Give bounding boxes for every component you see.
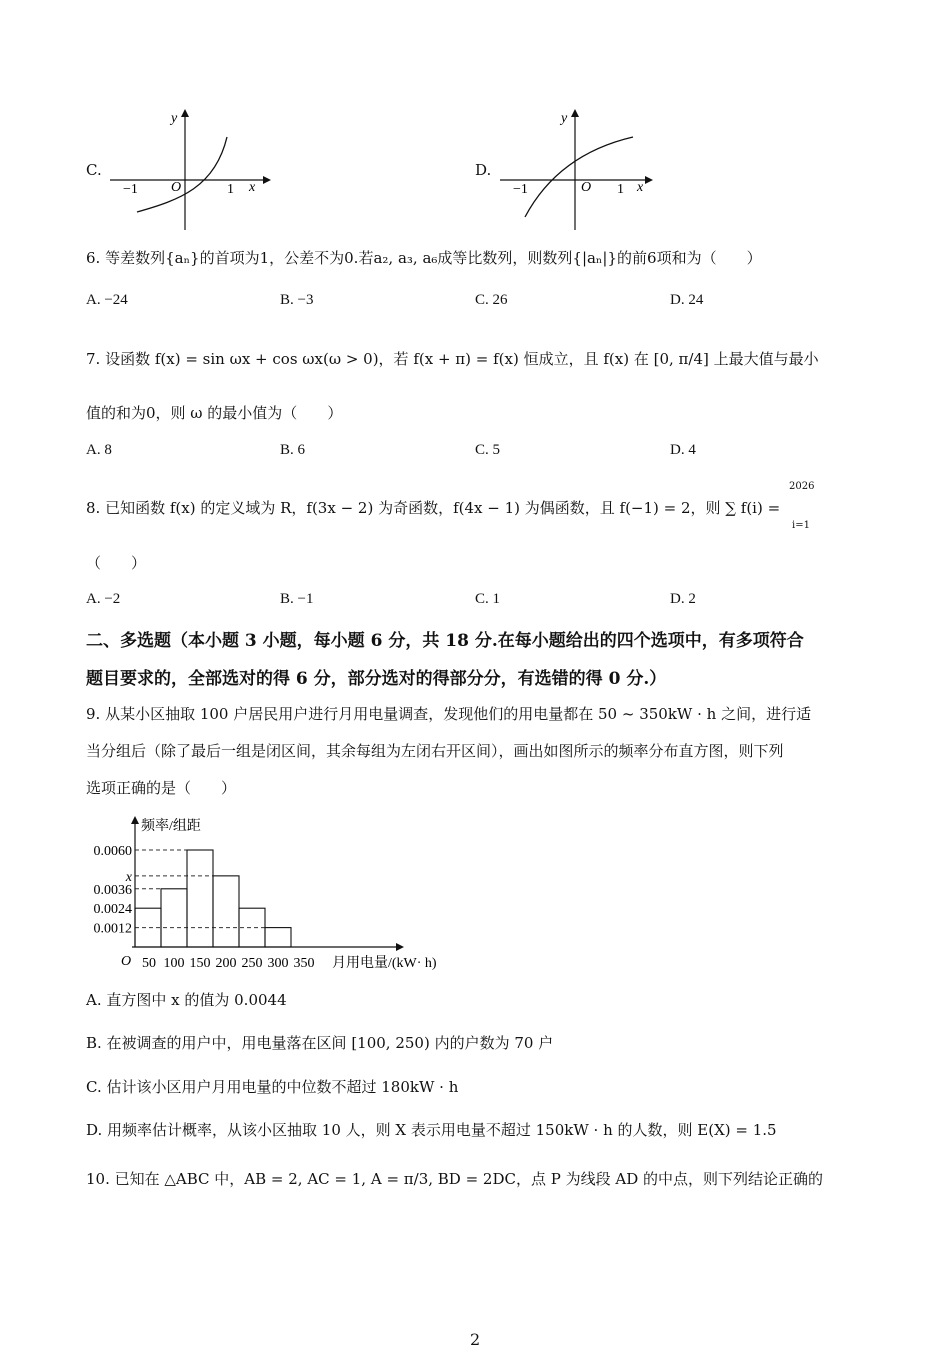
x-axis-label: 月用电量/(kW· h) (332, 956, 437, 971)
graph-c (105, 105, 275, 235)
x-tick-label: 300 (267, 956, 289, 971)
q7-option-b: B. 6 (280, 442, 306, 458)
q9-option-d: D. 用频率估计概率，从该小区抽取 10 人，则 X 表示用电量不超过 150kW · h 的人数，则 E(X) = 1.5 (86, 1121, 777, 1139)
graph-d (495, 105, 665, 235)
graph-c-one: 1 (227, 182, 234, 197)
question-8-line2: （ ） (86, 554, 147, 572)
y-tick-label: 0.0036 (93, 882, 132, 898)
q6-option-d: D. 24 (670, 292, 704, 308)
q6-option-a: A. −24 (86, 292, 128, 308)
graph-d-x: x (637, 180, 644, 195)
q8-option-c: C. 1 (475, 591, 501, 607)
question-9-line2: 当分组后（除了最后一组是闭区间，其余每组为左闭右开区间），画出如图所示的频率分布直方图，则下列 (86, 742, 784, 760)
q9-option-a: A. 直方图中 x 的值为 0.0044 (86, 991, 287, 1009)
q7-option-c: C. 5 (475, 442, 501, 458)
histogram-bar (161, 889, 187, 947)
y-tick-label: 0.0012 (93, 921, 132, 937)
y-tick-label: 0.0060 (93, 844, 132, 859)
sum-lower-limit: i=1 (792, 520, 810, 531)
origin-label: O (121, 954, 132, 969)
section-2-heading-line1: 二、多选题（本小题 3 小题，每小题 6 分，共 18 分.在每小题给出的四个选项中，有多项符合 (86, 631, 804, 651)
histogram-bar (213, 876, 239, 947)
q8-option-d: D. 2 (670, 591, 696, 607)
graph-d-neg1: −1 (513, 182, 528, 197)
histogram-bar (187, 850, 213, 947)
graph-d-origin: O (581, 180, 592, 195)
x-tick-label: 200 (215, 956, 237, 971)
x-axis-arrow (396, 943, 404, 951)
frequency-histogram (80, 812, 460, 972)
graph-c-x: x (249, 180, 256, 195)
question-10-line1: 10. 已知在 △ABC 中，AB = 2, AC = 1, A = π/3, BD = 2DC，点 P 为线段 AD 的中点，则下列结论正确的 (86, 1170, 823, 1188)
y-axis-label: 频率/组距 (141, 819, 201, 834)
graph-c-origin: O (171, 180, 182, 195)
histogram-bar (265, 928, 291, 947)
sum-upper-limit: 2026 (789, 481, 815, 492)
q7-option-d: D. 4 (670, 442, 696, 458)
y-axis-arrow (131, 816, 139, 824)
x-tick-label: 150 (189, 956, 211, 971)
question-9-line3: 选项正确的是（ ） (86, 779, 237, 797)
y-tick-label: 0.0024 (93, 902, 132, 918)
x-tick-label: 250 (241, 956, 263, 971)
q6-option-b: B. −3 (280, 292, 314, 308)
option-c-label: C. (86, 161, 102, 179)
x-tick-label: 50 (142, 956, 156, 971)
q8-option-b: B. −1 (280, 591, 314, 607)
q7-option-a: A. 8 (86, 442, 112, 458)
x-tick-label: 100 (163, 956, 185, 971)
graph-d-one: 1 (617, 182, 624, 197)
graph-c-neg1: −1 (123, 182, 138, 197)
q9-option-b: B. 在被调查的用户中，用电量落在区间 [100, 250) 内的户数为 70 户 (86, 1034, 554, 1052)
question-6: 6. 等差数列{aₙ}的首项为1，公差不为0.若a₂, a₃, a₆成等比数列，则数列{|aₙ|}的前6项和为（ ） (86, 249, 762, 267)
y-tick-label: x (125, 869, 132, 885)
question-7-line1: 7. 设函数 f(x) = sin ωx + cos ωx(ω > 0)，若 f(x + π) = f(x) 恒成立，且 f(x) 在 [0, π/4] 上最大值与最小 (86, 350, 819, 368)
x-tick-label: 350 (293, 956, 315, 971)
question-9-line1: 9. 从某小区抽取 100 户居民用户进行月用电量调查，发现他们的用电量都在 50 ~ 350kW · h 之间，进行适 (86, 705, 812, 723)
graph-d-y: y (561, 111, 568, 126)
graph-c-y: y (171, 111, 178, 126)
option-d-label: D. (475, 161, 492, 179)
q9-option-c: C. 估计该小区用户月用电量的中位数不超过 180kW · h (86, 1078, 459, 1096)
q8-option-a: A. −2 (86, 591, 121, 607)
q6-option-c: C. 26 (475, 292, 508, 308)
page-number: 2 (470, 1330, 481, 1349)
question-8-line1: 8. 已知函数 f(x) 的定义域为 R，f(3x − 2) 为奇函数，f(4x − 1) 为偶函数，且 f(−1) = 2，则 ∑ f(i) = (86, 499, 781, 517)
section-2-heading-line2: 题目要求的，全部选对的得 6 分，部分选对的得部分分，有选错的得 0 分.） (86, 669, 667, 689)
question-7-line2: 值的和为0，则 ω 的最小值为（ ） (86, 404, 343, 422)
